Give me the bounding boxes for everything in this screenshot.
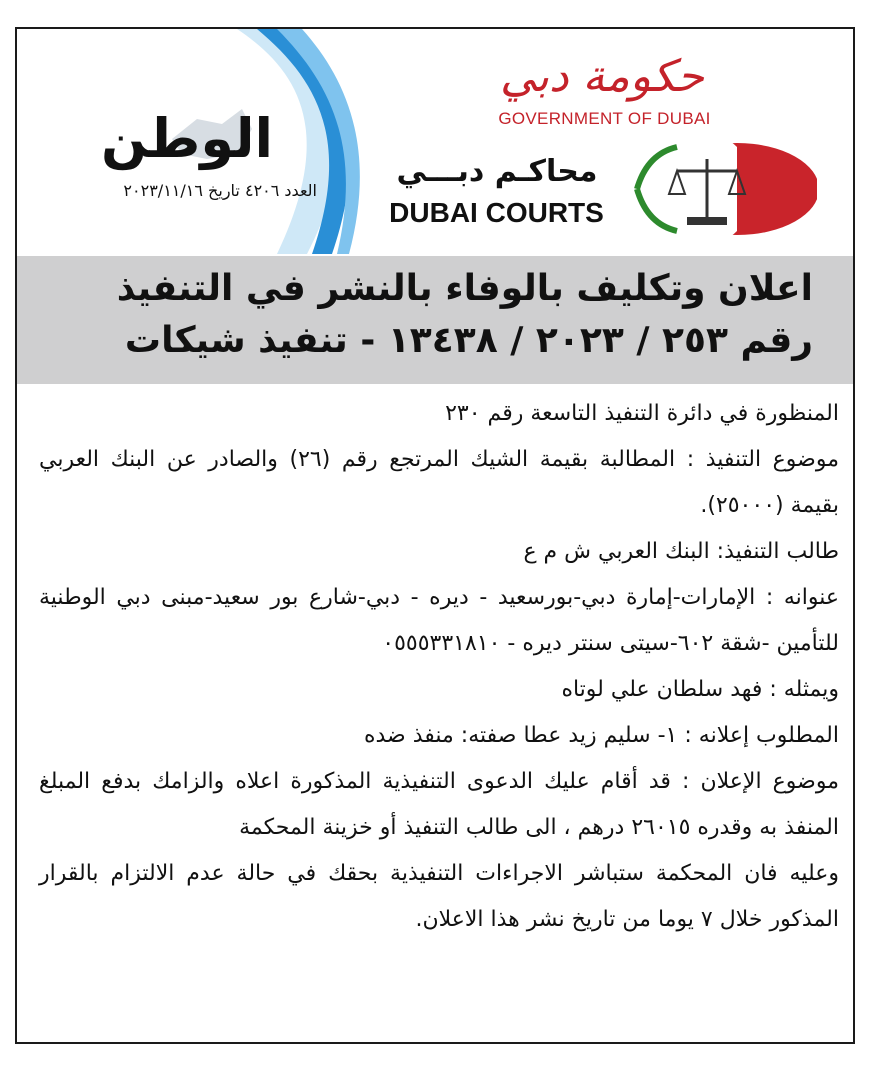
respondent: المطلوب إعلانه : ١- سليم زيد عطا صفته: منفذ ضده <box>363 723 839 748</box>
applicant-address: عنوانه : الإمارات-إمارة دبي-بورسعيد - ديره - دبي-شارع بور سعيد-مبنى دبي الوطنية للتأمين -شقة ٦٠٢-سيتى سنتر ديره - ٠٥٥٥٣٣١٨١٠ <box>39 585 839 656</box>
issue-date: العدد ٤٢٠٦ تاريخ ٢٠٢٣/١١/١٦ <box>123 181 317 200</box>
announcement-body <box>39 391 839 943</box>
closing-notice: وعليه فان المحكمة ستباشر الاجراءات التنفيذية بحقك في حالة عدم الالتزام بالقرار المذكور خلال ٧ يوما من تاريخ نشر هذا الاعلان. <box>39 861 839 932</box>
announcement-frame <box>15 27 855 1044</box>
applicant: طالب التنفيذ: البنك العربي ش م ع <box>523 539 839 564</box>
case-number: رقم ٢٥٣ / ٢٠٢٣ / ١٣٤٣٨ - تنفيذ شيكات <box>124 320 813 361</box>
circuit-line: المنظورة في دائرة التنفيذ التاسعة رقم ٢٣٠ <box>445 401 839 426</box>
government-logo-arabic: حكومة دبي <box>500 51 704 102</box>
header <box>17 29 853 254</box>
representative: ويمثله : فهد سلطان علي لوتاه <box>561 677 839 702</box>
courts-name-arabic: محاكـم دبـــي <box>396 154 598 189</box>
dubai-courts-emblem-icon <box>617 139 817 239</box>
title-banner <box>17 256 853 384</box>
newspaper-logo: الوطن <box>100 107 274 170</box>
execution-subject: موضوع التنفيذ : المطالبة بقيمة الشيك المرتجع رقم (٢٦) والصادر عن البنك العربي بقيمة (٢٥٠٠٠). <box>39 447 840 518</box>
announcement-title: اعلان وتكليف بالوفاء بالنشر في التنفيذ <box>116 268 813 309</box>
notice-subject: موضوع الإعلان : قد أقام عليك الدعوى التنفيذية المذكورة اعلاه والزامك بدفع المبلغ المنفذ به وقدره ٢٦٠١٥ درهم ، الى طالب التنفيذ أو خزينة المحكمة <box>39 769 839 840</box>
courts-name-english: DUBAI COURTS <box>389 197 604 228</box>
government-logo-english: GOVERNMENT OF DUBAI <box>498 109 711 128</box>
